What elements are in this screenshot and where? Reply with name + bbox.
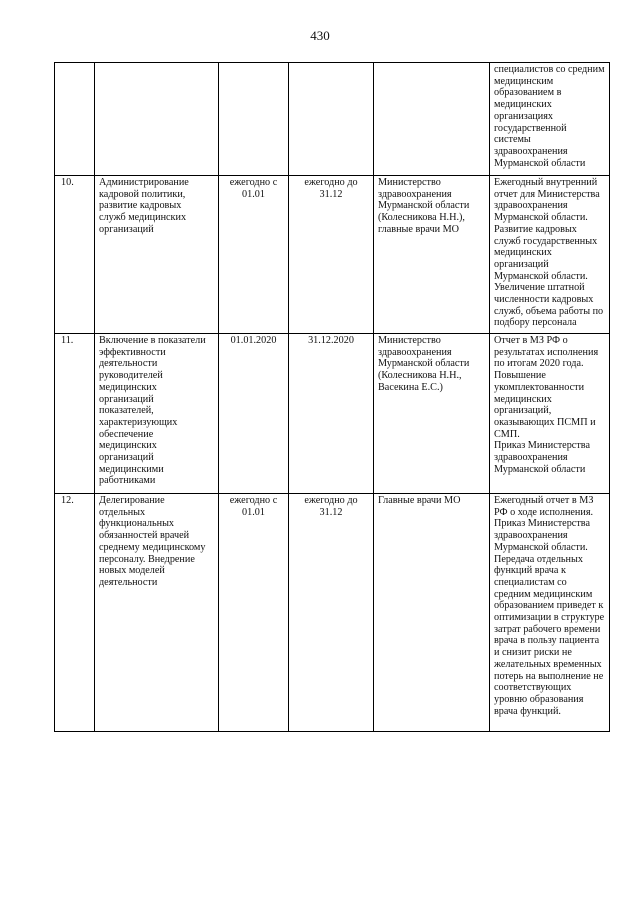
result-cell: Ежегодный отчет в МЗ РФ о ходе исполнения. Приказ Министерства здравоохранения Мурманской области. Передача отдельных функций врача к специалистам со средним медицинским образованием приведет к оптимизации в структуре затрат рабочего времени врача в пользу пациента и снизит риски не желательных временных потерь на выполнение не соответствующих уровню образования врача функций. (490, 494, 610, 732)
row-number-cell: 12. (55, 494, 95, 732)
end-date-cell: ежегодно до 31.12 (289, 494, 374, 732)
result-cell: Отчет в МЗ РФ о результатах исполнения по итогам 2020 года. Повышение укомплектованности медицинских организаций, оказывающих ПСМП и СМП. Приказ Министерства здравоохранения Мурманской области (490, 334, 610, 494)
result-cell: Ежегодный внутренний отчет для Министерства здравоохранения Мурманской области. Развитие кадровых служб государственных медицинских организаций Мурманской области. Увеличение штатной численности кадровых служб, объема работы по подбору персонала (490, 176, 610, 334)
row-number-cell (55, 63, 95, 176)
row-number-cell: 11. (55, 334, 95, 494)
table-row (55, 63, 610, 176)
responsible-cell: Главные врачи МО (374, 494, 490, 732)
activity-cell: Делегирование отдельных функциональных обязанностей врачей среднему медицинскому персоналу. Внедрение новых моделей деятельности (95, 494, 219, 732)
row-number-cell: 10. (55, 176, 95, 334)
table-row (55, 334, 610, 494)
activity-cell: Включение в показатели эффективности деятельности руководителей медицинских организаций показателей, характеризующих обеспечение медицинских организаций медицинскими работниками (95, 334, 219, 494)
responsible-cell (374, 63, 490, 176)
end-date-cell: 31.12.2020 (289, 334, 374, 494)
responsible-cell: Министерство здравоохранения Мурманской области (Колесникова Н.Н., Васекина Е.С.) (374, 334, 490, 494)
start-date-cell: 01.01.2020 (219, 334, 289, 494)
plan-table (54, 62, 610, 732)
table-row (55, 176, 610, 334)
table-row (55, 494, 610, 732)
end-date-cell: ежегодно до 31.12 (289, 176, 374, 334)
start-date-cell (219, 63, 289, 176)
start-date-cell: ежегодно с 01.01 (219, 494, 289, 732)
result-cell: специалистов со средним медицинским образованием в медицинских организациях государственной системы здравоохранения Мурманской области (490, 63, 610, 176)
page-number: 430 (310, 28, 330, 43)
start-date-cell: ежегодно с 01.01 (219, 176, 289, 334)
activity-cell (95, 63, 219, 176)
activity-cell: Администрирование кадровой политики, развитие кадровых служб медицинских организаций (95, 176, 219, 334)
end-date-cell (289, 63, 374, 176)
responsible-cell: Министерство здравоохранения Мурманской области (Колесникова Н.Н.), главные врачи МО (374, 176, 490, 334)
